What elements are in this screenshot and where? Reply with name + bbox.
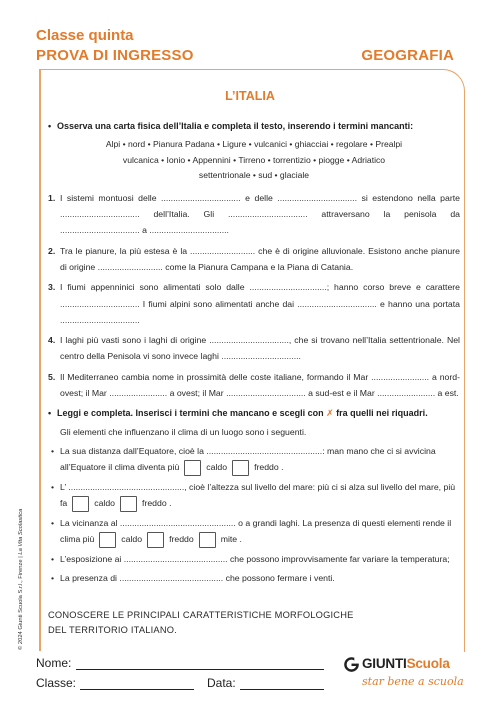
- exercise1-item: [48, 369, 460, 402]
- choice-checkbox[interactable]: [72, 496, 89, 512]
- climate-factor-item: [48, 479, 460, 512]
- exercise1-item: [48, 332, 460, 365]
- item-number: 1.: [48, 192, 56, 203]
- copyright-text: © 2024 Giunti Scuola S.r.l., Firenze: [18, 559, 24, 650]
- subject-label: GEOGRAFIA: [361, 47, 454, 64]
- bullet-icon: •: [51, 573, 55, 584]
- word-bank-line: Alpi • nord • Pianura Padana • Ligure • vulcanici • ghiacciai • regolare • Prealpi: [105, 139, 403, 150]
- test-label: PROVA DI INGRESSO: [36, 47, 194, 64]
- logo-brand: [362, 656, 450, 671]
- exercise1-item: [48, 243, 460, 276]
- cross-mark-icon: ✗: [326, 408, 334, 419]
- logo-brand-main: GIUNTI: [362, 656, 407, 671]
- logo-brand-accent: Scuola: [406, 656, 450, 671]
- class-input-line[interactable]: [80, 689, 194, 690]
- logo-tagline: star bene a scuola: [362, 675, 464, 688]
- date-label: Data:: [207, 676, 236, 690]
- class-label: Classe quinta: [36, 27, 134, 44]
- choice-label: mite .: [220, 534, 242, 545]
- objective-line: DEL TERRITORIO ITALIANO.: [48, 625, 177, 635]
- name-label: Nome:: [36, 656, 72, 670]
- item-text[interactable]: I fiumi appenninici sono alimentati solo dalle ................................; hanno corso breve e carattere ................................. I fiumi alpini sono alimentati anche dai ................................. e hanno una portata .................................: [60, 282, 460, 325]
- climate-factor-item: [48, 551, 460, 567]
- name-input-line[interactable]: [76, 669, 324, 670]
- item-text[interactable]: I sistemi montuosi delle ................................. e delle ................................. si estendono nella parte ................................. dell’Italia. Gli ................................. attraversano la penisola da ................................. a .................................: [60, 192, 460, 236]
- choice-label: freddo: [169, 534, 194, 545]
- choice-label: caldo: [121, 534, 143, 545]
- bullet-icon: •: [48, 121, 52, 131]
- publisher-logo: [344, 657, 474, 695]
- choice-label: caldo: [94, 498, 116, 509]
- climate-factor-item: [48, 570, 460, 586]
- content-frame-left-border: [39, 69, 41, 651]
- exercise1-item: [48, 279, 460, 328]
- choice-label: freddo .: [254, 462, 284, 473]
- exercise2-instruction: • Leggi e completa. Inserisci i termini che mancano e scegli con ✗ fra quelli nei riquadri.: [48, 405, 460, 421]
- climate-factor-item: [48, 515, 460, 548]
- class-field-label: Classe:: [36, 676, 77, 690]
- objective-line: CONOSCERE LE PRINCIPALI CARATTERISTICHE MORFOLOGICHE: [48, 610, 354, 620]
- exercise2-intro: Gli elementi che influenzano il clima di un luogo sono i seguenti.: [60, 426, 307, 437]
- worksheet-content: [48, 118, 460, 590]
- choice-label: caldo: [206, 462, 228, 473]
- bullet-icon: •: [51, 553, 55, 564]
- item-number: 5.: [48, 371, 56, 382]
- bullet-icon: •: [51, 445, 55, 456]
- page-title: L’ITALIA: [225, 89, 275, 103]
- choice-checkbox[interactable]: [147, 532, 164, 548]
- choice-checkbox[interactable]: [232, 460, 249, 476]
- choice-checkbox[interactable]: [99, 532, 116, 548]
- choice-checkbox[interactable]: [184, 460, 201, 476]
- date-input-line[interactable]: [240, 689, 324, 690]
- item-number: 3.: [48, 282, 56, 293]
- choice-checkbox[interactable]: [199, 532, 216, 548]
- item-text[interactable]: L’ ................................................, cioè l’altezza sul livello del mare: più ci si alza sul livello del mare, più fa: [60, 481, 456, 509]
- item-text[interactable]: Il Mediterraneo cambia nome in prossimità delle coste italiane, formando il Mar ........................ a nord-ovest; il Mar ........................ a ovest; il Mar ................................. a sud-est e il Mar ........................ a est.: [60, 371, 460, 399]
- giunti-g-icon: [344, 657, 359, 672]
- item-text[interactable]: Tra le pianure, la più estesa è la ........................... che è di origine alluvionale. Esistono anche pianure di origine ........................... come la Pianura Campana e la Piana di Catania.: [60, 245, 460, 272]
- choice-label: freddo .: [142, 498, 172, 509]
- choice-checkbox[interactable]: [120, 496, 137, 512]
- bullet-icon: •: [48, 408, 52, 419]
- copyright-note: © 2024 Giunti Scuola S.r.l., Firenze | La Vita Scolastica: [18, 508, 24, 650]
- publication-name: La Vita Scolastica: [18, 508, 24, 555]
- climate-factor-item: [48, 443, 460, 476]
- word-bank: [48, 137, 460, 184]
- word-bank-line: settentrionale • sud • glaciale: [198, 170, 310, 181]
- exercise1-instruction: • Osserva una carta fisica dell’Italia e completa il testo, inserendo i termini mancanti:: [48, 118, 460, 134]
- item-text[interactable]: La vicinanza al ................................................ o a grandi laghi. La presenza di questi elementi rende il clima più: [60, 517, 452, 545]
- item-number: 2.: [48, 245, 56, 256]
- item-text[interactable]: I laghi più vasti sono i laghi di origine ................................., che si trovano nell’Italia settentrionale. Nel centro della Penisola vi sono invece laghi .................................: [60, 335, 460, 362]
- bullet-icon: •: [51, 481, 55, 492]
- exercise1-item: [48, 190, 460, 239]
- item-number: 4.: [48, 335, 56, 346]
- item-text[interactable]: La presenza di ........................................... che possono fermare i venti.: [60, 573, 335, 584]
- word-bank-line: vulcanica • Ionio • Appennini • Tirreno • torrentizio • piogge • Adriatico: [122, 154, 386, 165]
- learning-objective: [48, 608, 354, 638]
- item-text[interactable]: L’esposizione ai ........................................... che possono improvvisamente far variare la temperatura;: [60, 553, 450, 564]
- item-text[interactable]: La sua distanza dall’Equatore, cioè la ................................................: man mano che ci si avvicina all’Equatore il clima diventa più: [60, 445, 436, 473]
- bullet-icon: •: [51, 517, 55, 528]
